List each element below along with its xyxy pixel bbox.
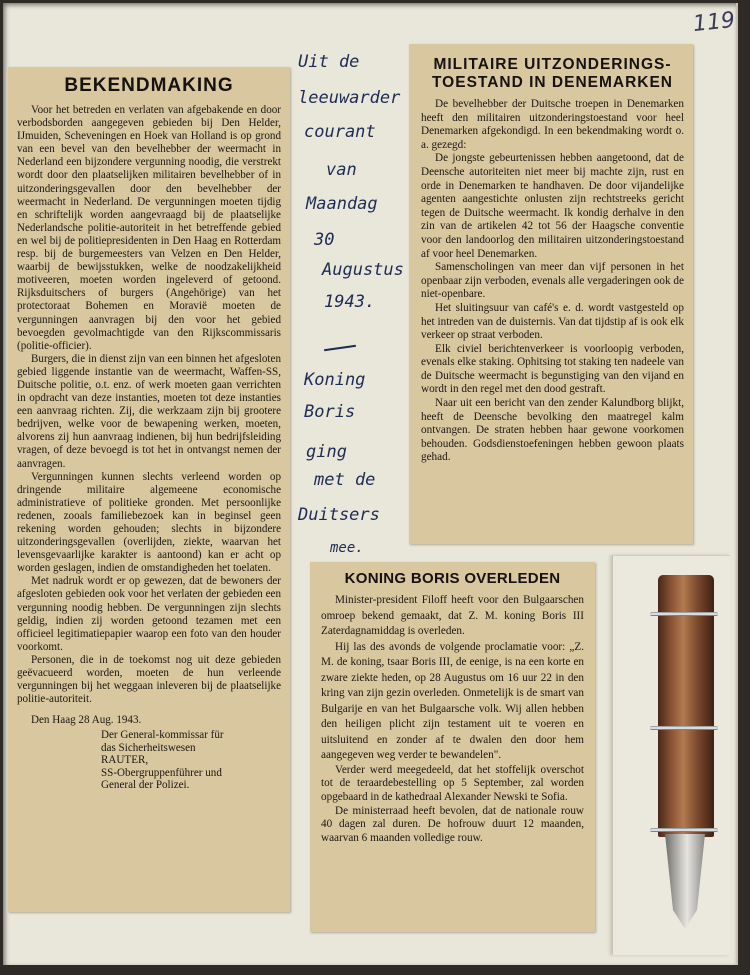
paragraph: Voor het betreden en verlaten van afgebakende en door verbodsborden aangegeven gebieden bij Den Helder, IJmuiden, Scheveningen en Hoek van Holland is op grond van een bevel van den bevelhebber der weermacht in Nederland een bijzondere vergunning noodig, die verstrekt wordt door den plaatselijken militairen bevelhebber of in uitzonderingsgevallen door den bevelhebber der weermacht in Nederland. De vergunningen moeten tijdig en schriftelijk worden aangevraagd bij de plaatselijke Nederlandsche politie-autoriteit in het betreffende gebied en wel bij de politiepresidenten in Den Haag en Rotterdam resp. bij de burgemeesters van Velzen en Den Helder, waarbij de bewijsstukken, welke de noodzakelijkheid motiveeren, moeten worden ingeleverd of getoond. Rijksduitschers of burgers (Angehörige) van het protectoraat Bohemen en Moravië moeten de vergunningen aanvragen bij den voor het gebied bevoegden gevolmachtigde van den Rijkscommissaris (politie-officier). (17, 104, 281, 352)
note-dash (324, 345, 356, 351)
paragraph: Personen, die in de toekomst nog uit deze gebieden geëvacueerd worden, moeten de hun verleende vergunningen bij het weggaan inleveren bij de plaatselijke politie-autoriteit. (17, 653, 281, 706)
paragraph: Elk civiel berichtenverkeer is voorloopig verboden, evenals elke staking. Ophitsing tot staking ten nadeele van de Duitsche weermacht is begunstiging van den vijand en wordt in den regel met den dood gestraft. (421, 342, 684, 396)
signature-line: Der General-kommissar für (101, 729, 224, 742)
note-line: Augustus (322, 260, 404, 280)
signature-line: das Sicherheitswesen (101, 741, 196, 754)
paragraph: Hij las des avonds de volgende proclamatie voor: „Z. M. de koning, tsaar Boris III, de eenige, is na een korte en zware ziekte heden, op 28 Augustus om 16 uur 22 in den kring van zijn gezin overleden. Onmetelijk is de smart van Bulgarije en van het Bulgaarsche volk. Wij allen hebben den heiligen plicht zijn testament uit te voeren en uitsluitend en zonder af te dwalen den door hem aangegeven weg verder te bewandelen". (321, 640, 584, 761)
paragraph: De ministerraad heeft bevolen, dat de nationale rouw 40 dagen zal duren. De hofrouw duurt 12 maanden, waarvan 6 maanden volledige rouw. (321, 804, 584, 845)
signature-block (17, 729, 281, 792)
signature-line: SS-Obergruppenführer und (101, 766, 222, 779)
paragraph: Burgers, die in dienst zijn van een binnen het afgesloten gebied liggende instantie van de weermacht, Waffen-SS, Duitsche politie, o.t. enz. of werk moeten gaan verrichten in opdracht van deze instanties, moeten tot deze instanties een aanvraag richten. Zij, die werkzaam zijn bij grootere bedrijven, welke voor de bewapening werken, moeten, alvorens zij hun aanvraag indienen, bij hun bedrijfsleiding vragen, of deze bevoegd is tot het in ontvangst nemen der aanvragen. (17, 352, 281, 470)
note-line: met de (314, 470, 376, 490)
handwritten-note (296, 52, 408, 562)
clipping-bekendmaking (8, 67, 290, 912)
note-line: 30 (314, 230, 335, 250)
page-number: 119 (691, 7, 737, 38)
note-line: Uit de (298, 52, 360, 72)
paragraph: Naar uit een bericht van den zender Kalundborg blijkt, heeft de Deensche bevolking den maatregel kalm ontvangen. De straten hebben haar gewone voorkomen behouden. Godsdienstoefeningen hebben gewoon plaats gehad. (421, 397, 684, 464)
binding-wire (650, 726, 718, 730)
note-line: Duitsers (298, 505, 380, 525)
note-line: van (326, 160, 357, 180)
paragraph: De jongste gebeurtenissen hebben aangetoond, dat de Deensche autoriteiten niet meer bij machte zijn, rust en orde in Denemarken te handhaven. De door vijandelijke agenten aangestichte onlusten zijn rechtstreeks gericht tegen de Duitsche weermacht. Ik kondig derhalve in den zin van de artikelen 42 tot 56 der Haagsche conventie voor den landoorlog den militairen uitzonderingstoestand af voor heel Denemarken. (421, 152, 684, 260)
signature-line: RAUTER, (101, 754, 149, 767)
paragraph: Verder werd meegedeeld, dat het stoffelijk overschot tot de teraardebestelling op 5 September, zal worden opgebaard in de kathedraal Alexander Newski te Sofia. (321, 763, 584, 803)
binding-wire (650, 612, 718, 616)
clipping-koning-boris-overleden (310, 562, 595, 932)
note-line: Maandag (306, 194, 378, 214)
paragraph: Vergunningen kunnen slechts verleend worden op dringende militaire algemeene economische administratieve of politieke gronden. Met persoonlijke redenen, zooals familiebezoek kan in beginsel geen rekening worden gehouden; slechts in bijzondere uitzonderingsgevallen (overlijden, ziekte, waarvan het levensgevaarlijke karakter is aantoond) kan er acht op worden geslagen, indien de omstandigheden het toelaten. (17, 470, 281, 575)
paragraph: Samenscholingen van meer dan vijf personen in het openbaar zijn verboden, evenals alle vergaderingen ook de niet-openbare. (421, 261, 684, 301)
paragraph: Minister-president Filoff heeft voor den Bulgaarschen omroep bekend gemaakt, dat Z. M. koning Boris III Zaterdagnamiddag is overleden. (321, 594, 584, 637)
note-line: 1943. (324, 292, 376, 312)
place-date: Den Haag 28 Aug. 1943. (31, 714, 142, 727)
signature-line: General der Polizei. (101, 779, 190, 792)
paragraph: Het sluitingsuur van café's e. d. wordt vastgesteld op het intreden van de duisternis. Van dat tijdstip af is ook elk verkeer op straat verboden. (421, 301, 684, 342)
note-line: Koning (304, 370, 366, 390)
clipping-title: MILITAIRE UITZONDERINGS-TOESTAND IN DENEMARKEN (431, 56, 674, 91)
clipping-militaire-uitzonderingstoestand (409, 44, 693, 544)
paragraph: De bevelhebber der Duitsche troepen in Denemarken heeft den militairen uitzonderingstoestand voor heel Denemarken afgekondigd. In een bekendmaking wordt o. a. gezegd: (421, 98, 684, 151)
note-line: courant (304, 122, 376, 142)
note-line: mee. (330, 540, 364, 556)
clipping-title: BEKENDMAKING (64, 75, 234, 96)
note-line: leeuwarder (298, 88, 401, 108)
binding-wire (650, 828, 718, 832)
paragraph: Met nadruk wordt er op gewezen, dat de bewoners der afgesloten gebieden ook voor het verlaten der gebieden een vergunning noodig hebben. De vergunningen zijn slechts geldig, indien zij worden getoond tezamen met een officieel legitimatiepapier waarop een foto van den houder voorkomt. (17, 575, 281, 653)
note-line: ging (306, 442, 347, 462)
clipping-title: KONING BORIS OVERLEDEN (344, 570, 561, 587)
note-line: Boris (304, 402, 356, 422)
